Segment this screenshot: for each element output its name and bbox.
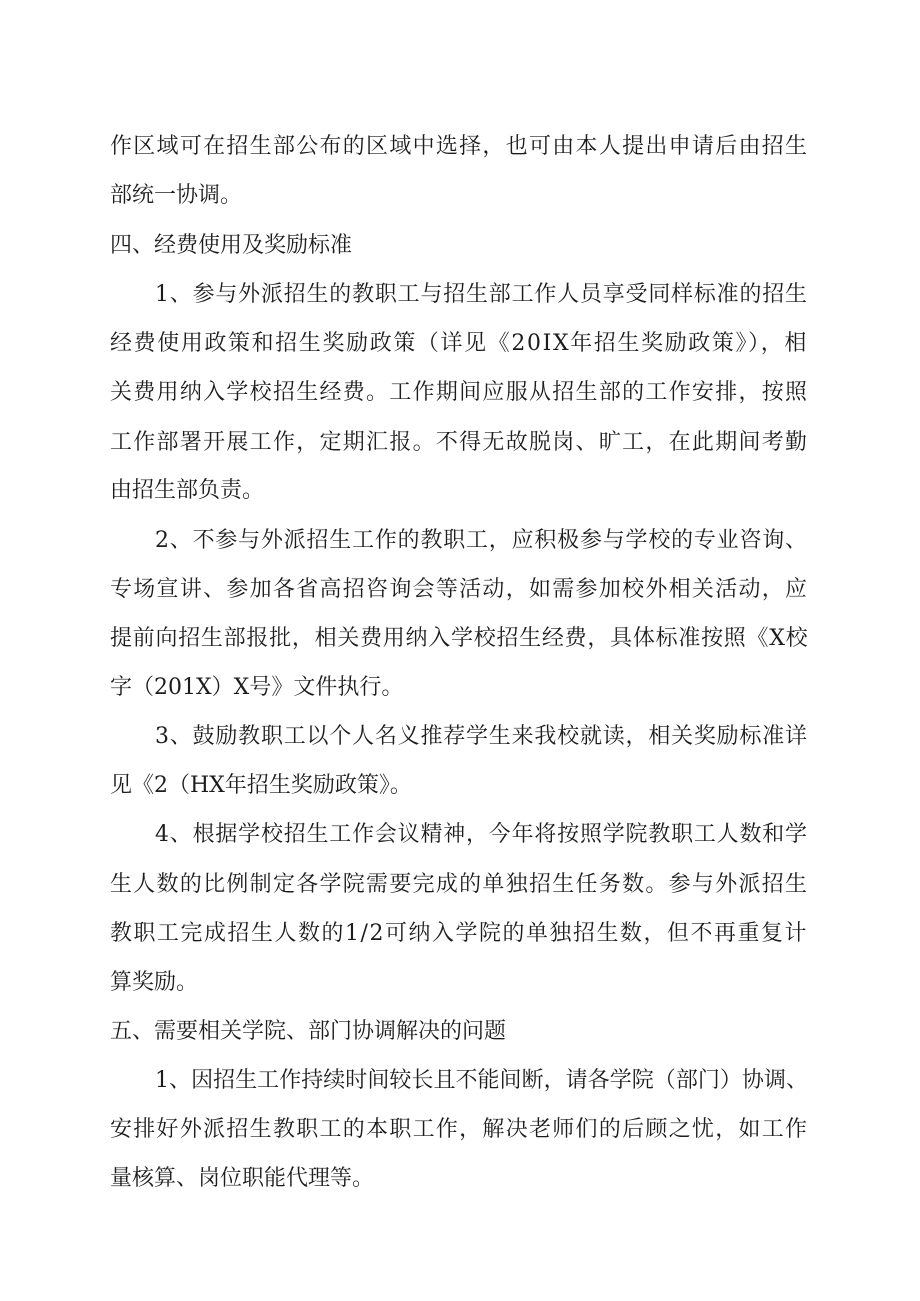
text-line: 量核算、岗位职能代理等。: [110, 1166, 375, 1191]
text-line: 生人数的比例制定各学院需要完成的单独招生任务数。参与外派招生: [110, 872, 809, 897]
paragraph-first-line: 1、因招生工作持续时间较长且不能间断，请各学院（部门）协调、: [155, 1068, 809, 1093]
text-line: 提前向招生部报批，相关费用纳入学校招生经费，具体标准按照《X校: [110, 626, 809, 651]
section-heading: 四、经费使用及奖励标准: [110, 233, 353, 258]
paragraph-first-line: 2、不参与外派招生工作的教职工，应积极参与学校的专业咨询、: [155, 528, 808, 553]
text-line: 由招生部负责。: [110, 478, 265, 503]
text-line: 安排好外派招生教职工的本职工作，解决老师们的后顾之忧，如工作: [110, 1117, 809, 1142]
paragraph-first-line: 1、参与外派招生的教职工与招生部工作人员享受同样标准的招生: [155, 282, 808, 307]
paragraph-first-line: 3、鼓励教职工以个人名义推荐学生来我校就读，相关奖励标准详: [155, 724, 808, 749]
text-line: 工作部署开展工作，定期汇报。不得无故脱岗、旷工，在此期间考勤: [110, 430, 809, 455]
text-line: 经费使用政策和招生奖励政策（详见《20IX年招生奖励政策》），相: [110, 331, 809, 356]
text-line: 教职工完成招生人数的1/2可纳入学院的单独招生数，但不再重复计: [110, 921, 808, 946]
text-line: 专场宣讲、参加各省高招咨询会等活动，如需参加校外相关活动，应: [110, 577, 809, 602]
text-line: 见《2（HX年招生奖励政策》。: [110, 773, 412, 798]
text-line: 关费用纳入学校招生经费。工作期间应服从招生部的工作安排，按照: [110, 380, 809, 405]
text-line: 字（201X）X号》文件执行。: [110, 675, 404, 700]
text-line: 作区域可在招生部公布的区域中选择，也可由本人提出申请后由招生: [110, 134, 809, 159]
paragraph-first-line: 4、根据学校招生工作会议精神，今年将按照学院教职工人数和学: [155, 822, 808, 847]
section-heading: 五、需要相关学院、部门协调解决的问题: [110, 1019, 507, 1044]
text-line: 部统一协调。: [110, 183, 243, 208]
text-line: 算奖励。: [110, 970, 199, 995]
